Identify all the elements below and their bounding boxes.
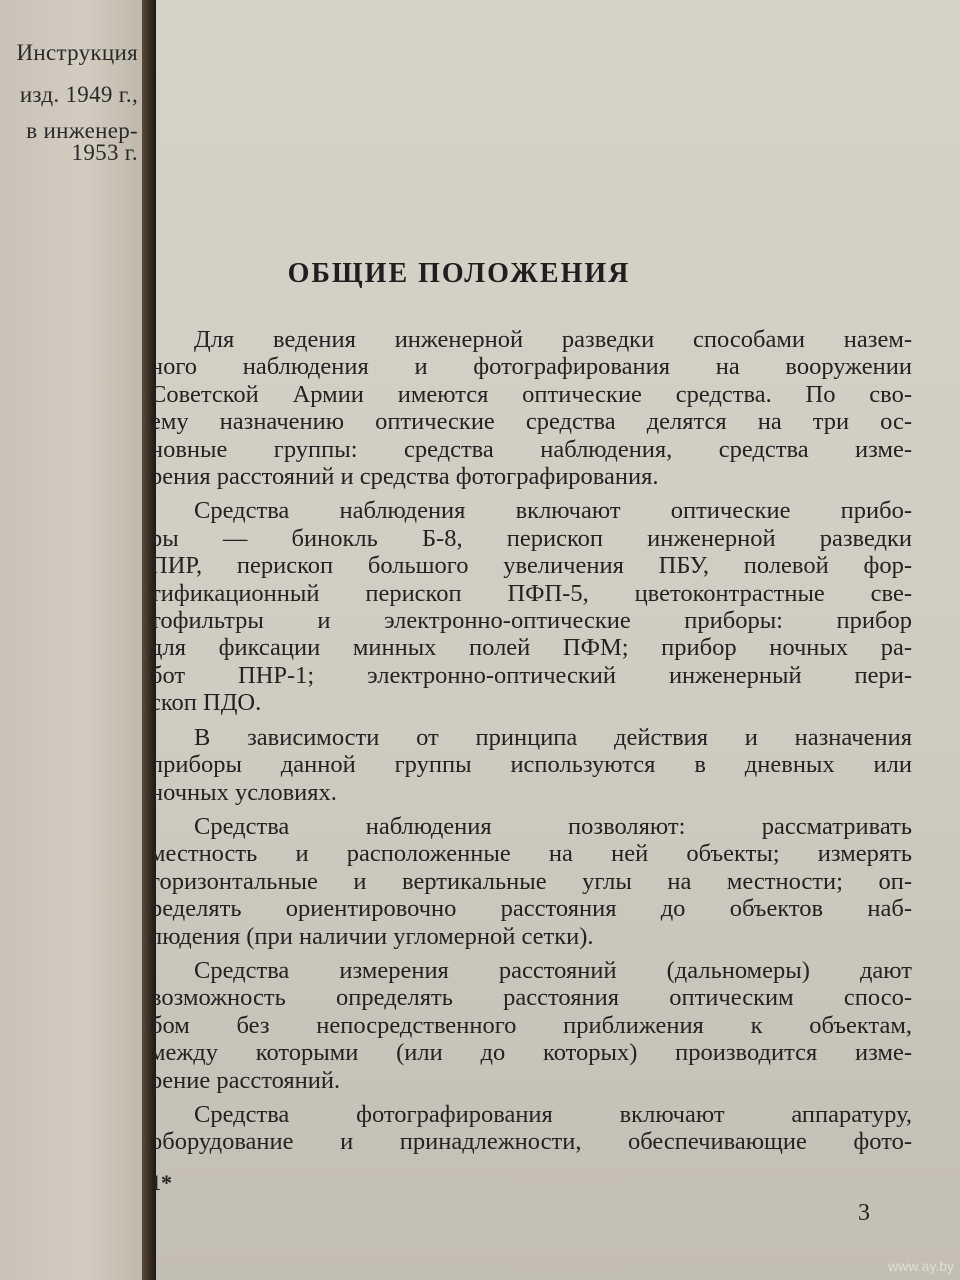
text-line: скоп ПДО. bbox=[150, 689, 262, 717]
paragraph bbox=[150, 813, 912, 950]
paragraph bbox=[150, 497, 912, 716]
text-line: ры — бинокль Б-8, перископ инженерной разведки bbox=[150, 524, 912, 552]
text-line: ного наблюдения и фотографирования на вооружении bbox=[150, 353, 912, 381]
paragraph bbox=[150, 957, 912, 1094]
text-line: рение расстояний. bbox=[150, 1066, 341, 1094]
text-line: бом без непосредственного приближения к объектам, bbox=[150, 1011, 912, 1039]
previous-page bbox=[0, 0, 142, 1280]
paragraph bbox=[150, 724, 912, 806]
text-line: новные группы: средства наблюдения, средства изме- bbox=[150, 435, 912, 463]
previous-page-text: в инженер- bbox=[26, 118, 138, 143]
text-line: возможность определять расстояния оптическим спосо- bbox=[150, 984, 912, 1012]
text-line: бот ПНР-1; электронно-оптический инженерный пери- bbox=[150, 661, 912, 689]
watermark: www.ay.by bbox=[888, 1258, 954, 1274]
text-line: рения расстояний и средства фотографирования. bbox=[150, 463, 659, 491]
page-number: 3 bbox=[858, 1200, 870, 1226]
text-line: Советской Армии имеются оптические средства. По сво- bbox=[150, 380, 912, 408]
text-line: тофильтры и электронно-оптические приборы: прибор bbox=[150, 607, 912, 635]
previous-page-text: изд. 1949 г., bbox=[19, 82, 138, 107]
text-line: между которыми (или до которых) производится изме- bbox=[150, 1039, 912, 1067]
text-line: ночных условиях. bbox=[150, 778, 337, 806]
text-line: Средства наблюдения позволяют: рассматривать bbox=[194, 812, 912, 840]
paragraph bbox=[150, 326, 912, 490]
text-line: ределять ориентировочно расстояния до объектов наб- bbox=[150, 895, 912, 923]
text-line: Средства измерения расстояний (дальномеры) дают bbox=[194, 956, 912, 984]
text-line: горизонтальные и вертикальные углы на местности; оп- bbox=[150, 867, 912, 895]
paragraph bbox=[150, 1101, 912, 1156]
text-line: В зависимости от принципа действия и назначения bbox=[194, 723, 912, 751]
text-line: людения (при наличии угломерной сетки). bbox=[150, 922, 594, 950]
previous-page-text: 1953 г. bbox=[71, 140, 138, 165]
text-line: ему назначению оптические средства делятся на три ос- bbox=[150, 408, 912, 436]
text-line: Для ведения инженерной разведки способами назем- bbox=[194, 326, 912, 353]
previous-page-text: Инструкция bbox=[16, 40, 138, 65]
text-line: ПИР, перископ большого увеличения ПБУ, полевой фор- bbox=[150, 552, 912, 580]
text-line: тификационный перископ ПФП-5, цветоконтрастные све- bbox=[150, 579, 912, 607]
text-line: приборы данной группы используются в дневных или bbox=[150, 751, 912, 779]
text-line: Средства наблюдения включают оптические прибо- bbox=[194, 497, 912, 525]
text-line: для фиксации минных полей ПФМ; прибор ночных ра- bbox=[150, 634, 912, 662]
body-text bbox=[150, 326, 912, 1163]
signature-mark: 1* bbox=[150, 1170, 172, 1195]
text-line: Средства фотографирования включают аппаратуру, bbox=[194, 1100, 912, 1128]
text-line: местность и расположенные на ней объекты; измерять bbox=[150, 840, 912, 868]
text-line: оборудование и принадлежности, обеспечивающие фото- bbox=[150, 1128, 912, 1156]
section-title: ОБЩИЕ ПОЛОЖЕНИЯ bbox=[287, 258, 631, 289]
